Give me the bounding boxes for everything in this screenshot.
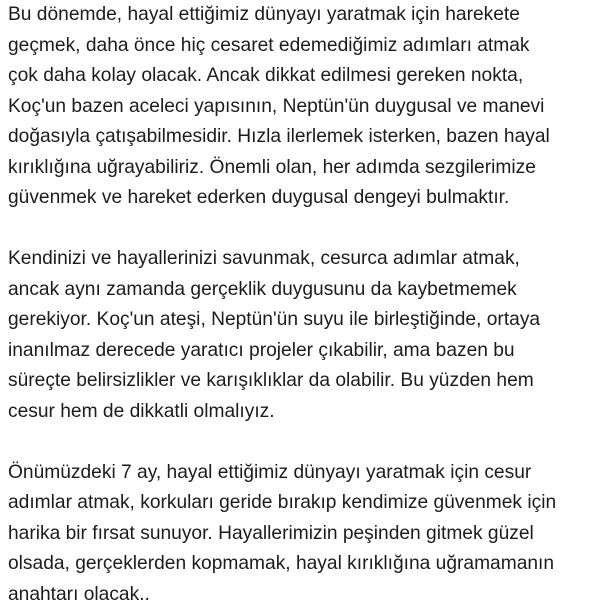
text-line: süreçte belirsizlikler ve karışıklıklar da olabilir. Bu yüzden hem (8, 366, 602, 397)
text-line: olsada, gerçeklerden kopmamak, hayal kırıklığına uğramamanın (8, 549, 602, 580)
paragraph-gap (8, 427, 602, 458)
text-line: çok daha kolay olacak. Ancak dikkat edilmesi gereken nokta, (8, 61, 602, 92)
text-line: Kendinizi ve hayallerinizi savunmak, cesurca adımlar atmak, (8, 244, 602, 275)
text-line: Koç'un bazen aceleci yapısının, Neptün'ün duygusal ve manevi (8, 92, 602, 123)
text-line: anahtarı olacak.. (8, 580, 602, 610)
text-line: kırıklığına uğrayabiliriz. Önemli olan, her adımda sezgilerimize (8, 153, 602, 184)
text-line: cesur hem de dikkatli olmalıyız. (8, 397, 602, 428)
paragraph-gap (8, 214, 602, 245)
text-line: harika bir fırsat sunuyor. Hayallerimizin peşinden gitmek güzel (8, 519, 602, 550)
paragraph-3 (8, 458, 602, 610)
article-text (8, 0, 602, 610)
text-line: adımlar atmak, korkuları geride bırakıp kendimize güvenmek için (8, 488, 602, 519)
text-line: ancak aynı zamanda gerçeklik duygusunu da kaybetmemek (8, 275, 602, 306)
paragraph-2 (8, 244, 602, 427)
text-line: gerekiyor. Koç'un ateşi, Neptün'ün suyu ile birleştiğinde, ortaya (8, 305, 602, 336)
text-line: doğasıyla çatışabilmesidir. Hızla ilerlemek isterken, bazen hayal (8, 122, 602, 153)
text-line: güvenmek ve hareket ederken duygusal dengeyi bulmaktır. (8, 183, 602, 214)
text-line: Önümüzdeki 7 ay, hayal ettiğimiz dünyayı yaratmak için cesur (8, 458, 602, 489)
text-line: geçmek, daha önce hiç cesaret edemediğimiz adımları atmak (8, 31, 602, 62)
text-line: Bu dönemde, hayal ettiğimiz dünyayı yaratmak için harekete (8, 0, 602, 31)
paragraph-1 (8, 0, 602, 214)
text-line: inanılmaz derecede yaratıcı projeler çıkabilir, ama bazen bu (8, 336, 602, 367)
